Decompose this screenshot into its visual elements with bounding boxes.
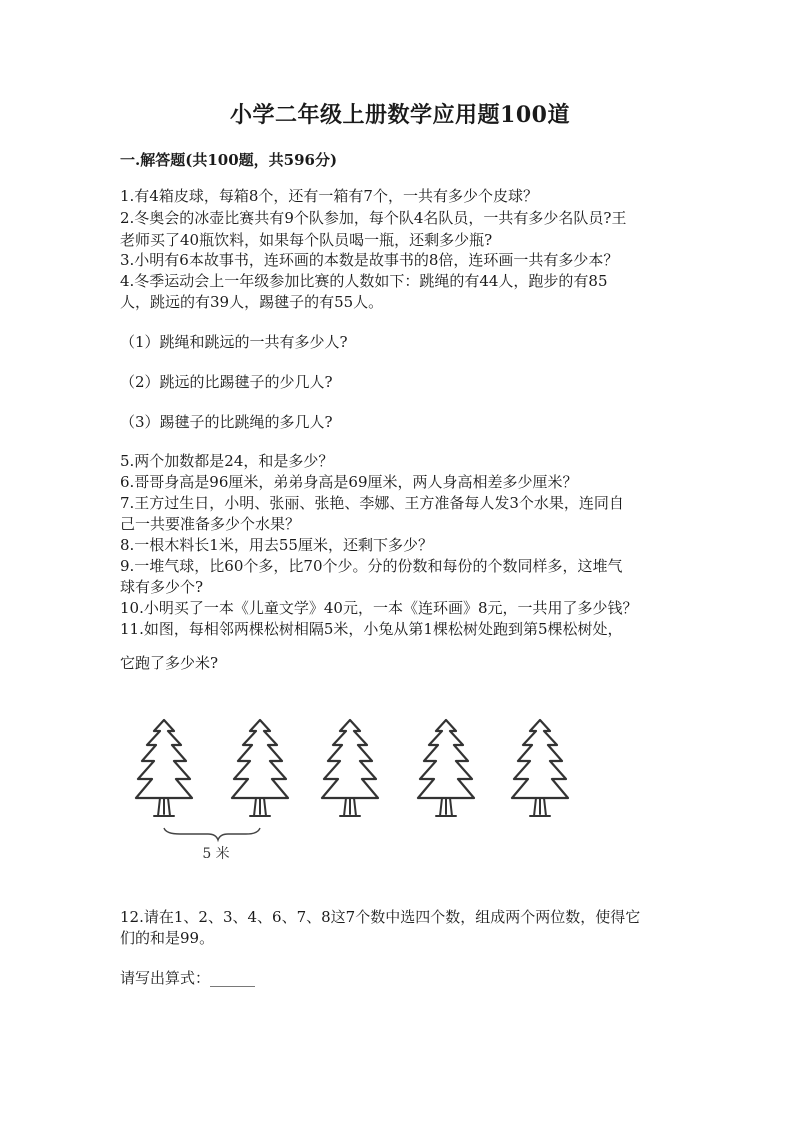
question-7-line-1: 7.王方过生日，小明、张丽、张艳、李娜、王方准备每人发3个水果，连同自 — [120, 494, 624, 512]
question-10: 10.小明买了一本《儿童文学》40元，一本《连环画》8元，一共用了多少钱？ — [120, 599, 638, 617]
pine-tree-icon — [136, 720, 192, 816]
section-header: 一.解答题(共100题，共596分) — [120, 151, 338, 169]
question-2-line-2: 老师买了40瓶饮料，如果每个队员喝一瓶，还剩多少瓶? — [120, 231, 493, 249]
question-4-part-1: （1）跳绳和跳远的一共有多少人? — [120, 333, 348, 351]
answer-prompt: 请写出算式：______ — [120, 969, 256, 987]
question-9-line-1: 9.一堆气球，比60个多，比70个少。分的份数和每份的个数同样多，这堆气 — [120, 557, 623, 575]
pine-tree-icon — [418, 720, 474, 816]
pine-tree-icon — [232, 720, 288, 816]
pine-tree-icon — [512, 720, 568, 816]
question-4-part-2: （2）跳远的比踢毽子的少几人? — [120, 373, 333, 391]
distance-brace — [164, 828, 260, 840]
question-1: 1.有4箱皮球，每箱8个，还有一箱有7个，一共有多少个皮球？ — [120, 187, 538, 205]
question-11-line-2: 它跑了多少米? — [120, 654, 219, 672]
pine-tree-icon — [322, 720, 378, 816]
question-4-line-1: 4.冬季运动会上一年级参加比赛的人数如下：跳绳的有44人，跑步的有85 — [120, 272, 608, 290]
question-9-line-2: 球有多少个? — [120, 578, 204, 596]
question-12-line-1: 12.请在1、2、3、4、6、7、8这7个数中选四个数，组成两个两位数，使得它 — [120, 908, 641, 926]
question-4-line-2: 人，跳远的有39人，踢毽子的有55人。 — [120, 293, 384, 311]
question-12-line-2: 们的和是99。 — [120, 929, 215, 947]
question-2-line-1: 2.冬奥会的冰壶比赛共有9个队参加，每个队4名队员，一共有多少名队员?王 — [120, 209, 627, 227]
pine-trees-figure — [124, 712, 578, 866]
question-3: 3.小明有6本故事书，连环画的本数是故事书的8倍，连环画一共有多少本？ — [120, 251, 619, 269]
question-11-line-1: 11.如图，每相邻两棵松树相隔5米，小兔从第1棵松树处跑到第5棵松树处， — [120, 620, 623, 638]
page-title: 小学二年级上册数学应用题100道 — [230, 102, 570, 128]
question-8: 8.一根木料长1米，用去55厘米，还剩下多少？ — [120, 536, 433, 554]
question-7-line-2: 己一共要准备多少个水果？ — [120, 515, 301, 533]
distance-label: 5 米 — [202, 846, 230, 862]
question-5: 5.两个加数都是24，和是多少？ — [120, 452, 334, 470]
question-6: 6.哥哥身高是96厘米，弟弟身高是69厘米，两人身高相差多少厘米？ — [120, 473, 578, 491]
question-4-part-3: （3）踢毽子的比跳绳的多几人? — [120, 413, 333, 431]
